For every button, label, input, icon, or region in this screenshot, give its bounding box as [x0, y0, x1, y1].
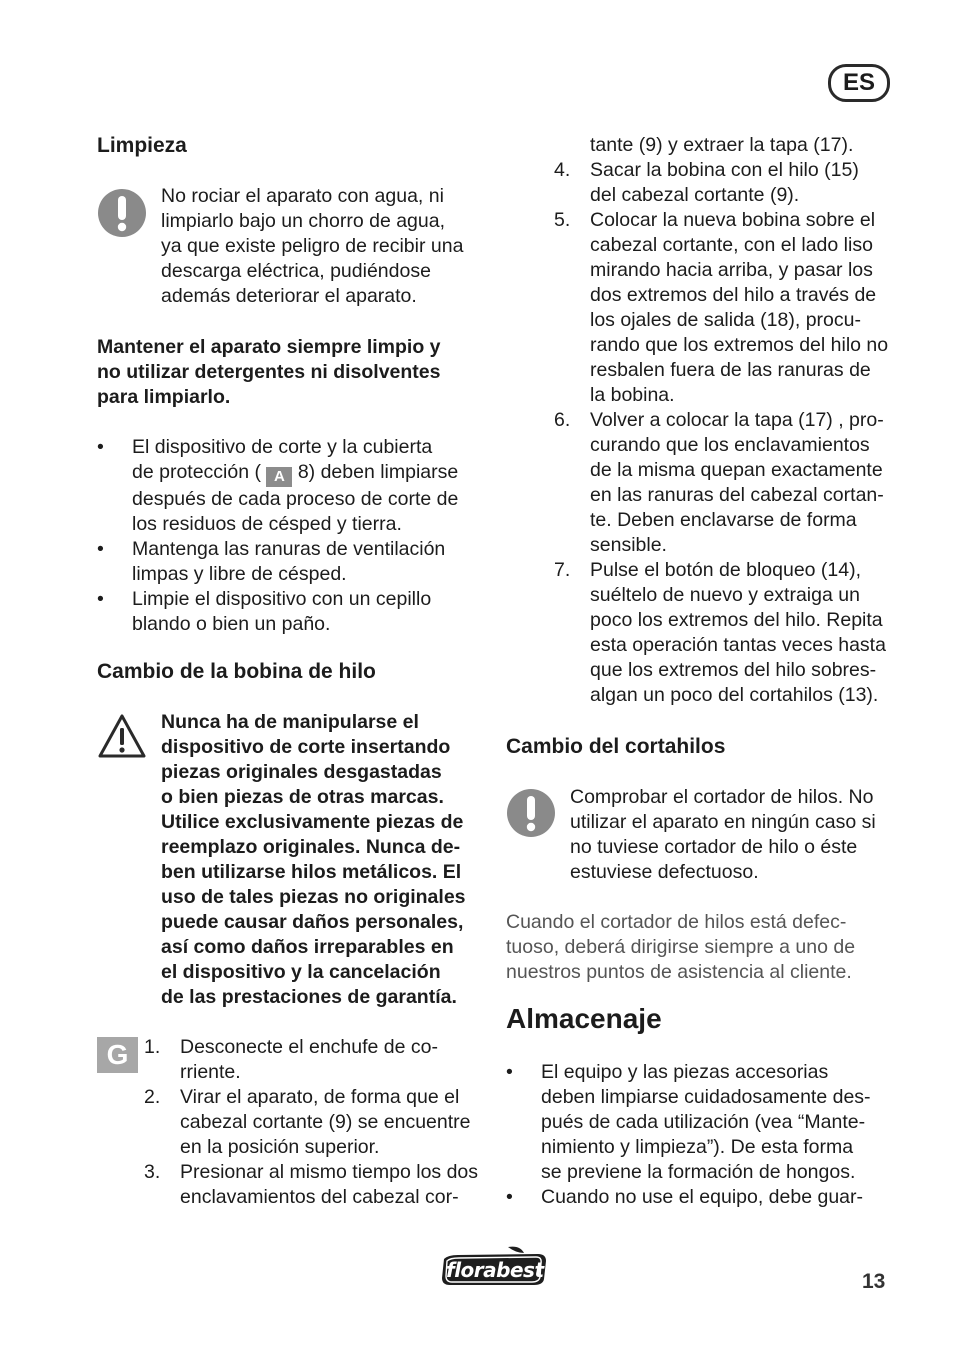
warning-cleaning-text: No rociar el aparato con agua, ni limpiarlo bajo un chorro de agua, ya que existe peligro de recibir una descarga eléctrica, pudiéndose además deteriorar el aparato.: [161, 185, 464, 307]
spool-steps-right: [554, 133, 899, 708]
warning-parts-text: Nunca ha de manipularse el dispositivo de corte insertando piezas originales desgastadas o bien piezas de otras marcas. Utilice exclusivamente piezas de reemplazo originales. Nunca de- ben utilizarse hilos metálicos. El uso de tales piezas no originales puede causar daños personales, así como daños irreparables en el dispositivo y la cancelación de las prestaciones de garantía.: [161, 711, 466, 1008]
spool-steps-left: [144, 1035, 489, 1210]
list-item: 5. Colocar la nueva bobina sobre el cabezal cortante, con el lado liso mirando hacia arriba, y pasar los dos extremos del hilo a través de los ojales de salida (18), procu- rando que los extremos del hilo no resbalen fuera de las ranuras de la bobina.: [554, 209, 889, 406]
language-badge: ES: [828, 64, 890, 102]
cutter-service-note: Cuando el cortador de hilos está defec- tuoso, deberá dirigirse siempre a uno de nuestros puntos de asistencia al cliente.: [506, 911, 856, 983]
list-item: 2. Virar el aparato, de forma que el cabezal cortante (9) se encuentre en la posición superior.: [144, 1086, 471, 1158]
list-item: • Mantenga las ranuras de ventilación limpas y libre de césped.: [97, 538, 446, 585]
list-item: • El dispositivo de corte y la cubierta de protección ( A 8) deben limpiarse después de cada proceso de corte de los residuos de césped y tierra.: [97, 436, 459, 535]
storage-bullet-list: [506, 1060, 901, 1210]
cleaning-bold-note: Mantener el aparato siempre limpio y no utilizar detergentes ni disolventes para limpiarlo.: [97, 336, 441, 408]
list-item: 7. Pulse el botón de bloqueo (14), suéltelo de nuevo y extraiga un poco los extremos del hilo. Repita esta operación tantas veces hasta que los extremos del hilo sobres- algan un poco del cortahilos (13).: [554, 559, 886, 706]
figure-reference-g: G: [97, 1037, 138, 1073]
cambio-bobina-heading: Cambio de la bobina de hilo: [97, 660, 376, 683]
warning-triangle-icon: [97, 713, 147, 759]
cleaning-bullet-list: [97, 435, 487, 637]
list-item: 6. Volver a colocar la tapa (17) , pro- curando que los enclavamientos de la misma quepan exactamente en las ranuras del cabezal cortan- te. Deben enclavarse de forma sensible.: [554, 409, 884, 556]
almacenaje-heading: Almacenaje: [506, 1003, 662, 1034]
list-item: 1. Desconecte el enchufe de co- rriente.: [144, 1036, 438, 1083]
exclamation-icon: [97, 188, 147, 238]
list-item: • Limpie el dispositivo con un cepillo blando o bien un paño.: [97, 588, 432, 635]
cortahilos-heading: Cambio del cortahilos: [506, 735, 726, 758]
figure-reference-a: A: [266, 467, 292, 487]
florabest-logo: florabest: [438, 1245, 550, 1287]
list-item: • Cuando no use el equipo, debe guar-: [506, 1186, 863, 1208]
limpieza-heading: Limpieza: [97, 134, 187, 157]
warning-cutter-text: Comprobar el cortador de hilos. No utilizar el aparato en ningún caso si no tuviese cortador de hilo o éste estuviese defectuoso.: [570, 786, 876, 883]
list-item: 4. Sacar la bobina con el hilo (15) del cabezal cortante (9).: [554, 159, 859, 206]
list-item: 3. Presionar al mismo tiempo los dos enclavamientos del cabezal cor-: [144, 1161, 479, 1208]
exclamation-icon: [506, 788, 556, 838]
list-item: tante (9) y extraer la tapa (17).: [590, 134, 854, 156]
page-number: 13: [862, 1270, 886, 1293]
list-item: • El equipo y las piezas accesorias deben limpiarse cuidadosamente des- pués de cada utilización (vea “Mante- nimiento y limpieza”). De esta forma se previene la formación de hongos.: [506, 1061, 871, 1183]
